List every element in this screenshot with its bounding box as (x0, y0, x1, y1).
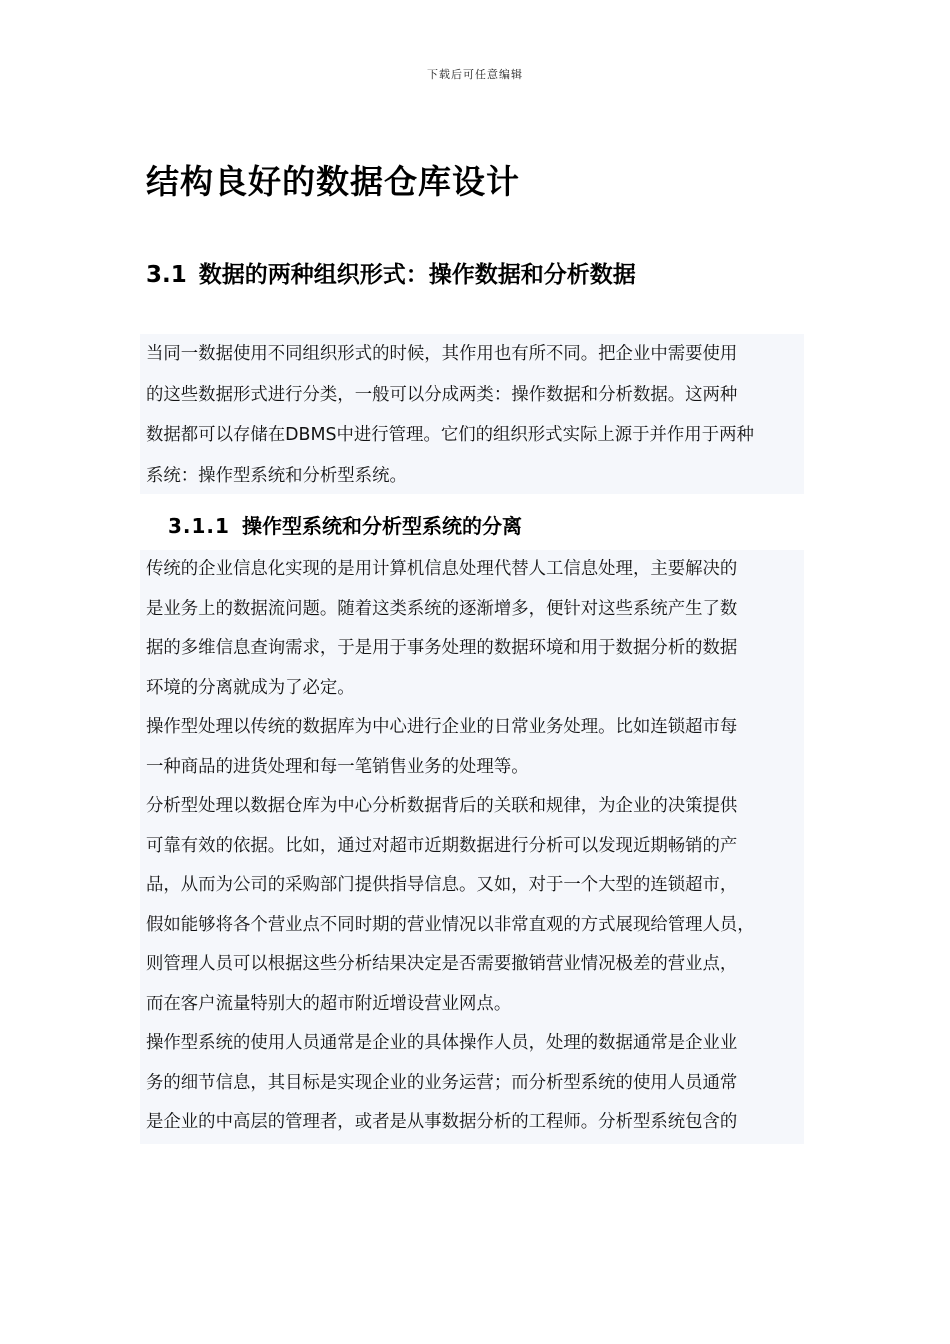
section-heading (146, 256, 636, 289)
text-line: 据的多维信息查询需求，于是用于事务处理的数据环境和用于数据分析的数据 (146, 638, 738, 658)
text-line: 假如能够将各个营业点不同时期的营业情况以非常直观的方式展现给管理人员， (146, 914, 755, 935)
document-title: 结构良好的数据仓库设计 (146, 162, 520, 201)
page-header-note: 下载后可任意编辑 (427, 68, 523, 81)
text-line: 可靠有效的依据。比如，通过对超市近期数据进行分析可以发现近期畅销的产 (146, 835, 738, 856)
text-line: 系统：操作型系统和分析型系统。 (146, 465, 407, 486)
text-line: 数据都可以存储在DBMS中进行管理。它们的组织形式实际上源于并作用于两种 (146, 425, 754, 445)
subsection-title: 操作型系统和分析型系统的分离 (241, 514, 522, 538)
subsection-heading (168, 510, 522, 539)
text-line: 则管理人员可以根据这些分析结果决定是否需要撤销营业情况极差的营业点， (146, 954, 738, 974)
intro-paragraph (146, 334, 804, 496)
text-line: 品，从而为公司的采购部门提供指导信息。又如，对于一个大型的连锁超市， (146, 875, 738, 895)
text-line: 当同一数据使用不同组织形式的时候，其作用也有所不同。把企业中需要使用 (146, 344, 738, 364)
section-intro-block (140, 334, 804, 494)
text-line: 操作型系统的使用人员通常是企业的具体操作人员，处理的数据通常是企业业 (146, 1033, 738, 1053)
text-line: 的这些数据形式进行分类，一般可以分成两类：操作数据和分析数据。这两种 (146, 384, 738, 405)
text-line: 是企业的中高层的管理者，或者是从事数据分析的工程师。分析型系统包含的 (146, 1112, 738, 1132)
body-paragraph (146, 708, 804, 787)
subsection-number: 3.1.1 (168, 514, 230, 538)
section-number: 3.1 (146, 262, 187, 288)
body-paragraph (146, 550, 804, 708)
subsection-body-block (140, 550, 804, 1144)
body-paragraph (146, 787, 804, 1024)
text-line: 环境的分离就成为了必定。 (146, 677, 355, 698)
body-paragraph (146, 1024, 804, 1143)
text-line: 务的细节信息，其目标是实现企业的业务运营；而分析型系统的使用人员通常 (146, 1072, 738, 1093)
text-line: 分析型处理以数据仓库为中心分析数据背后的关联和规律，为企业的决策提供 (146, 796, 738, 816)
text-line: 传统的企业信息化实现的是用计算机信息处理代替人工信息处理，主要解决的 (146, 559, 738, 579)
text-line: 是业务上的数据流问题。随着这类系统的逐渐增多，便针对这些系统产生了数 (146, 598, 738, 619)
text-line: 一种商品的进货处理和每一笔销售业务的处理等。 (146, 756, 529, 777)
section-title: 数据的两种组织形式：操作数据和分析数据 (198, 262, 636, 288)
text-line: 而在客户流量特别大的超市附近增设营业网点。 (146, 993, 512, 1014)
text-line: 操作型处理以传统的数据库为中心进行企业的日常业务处理。比如连锁超市每 (146, 717, 738, 737)
